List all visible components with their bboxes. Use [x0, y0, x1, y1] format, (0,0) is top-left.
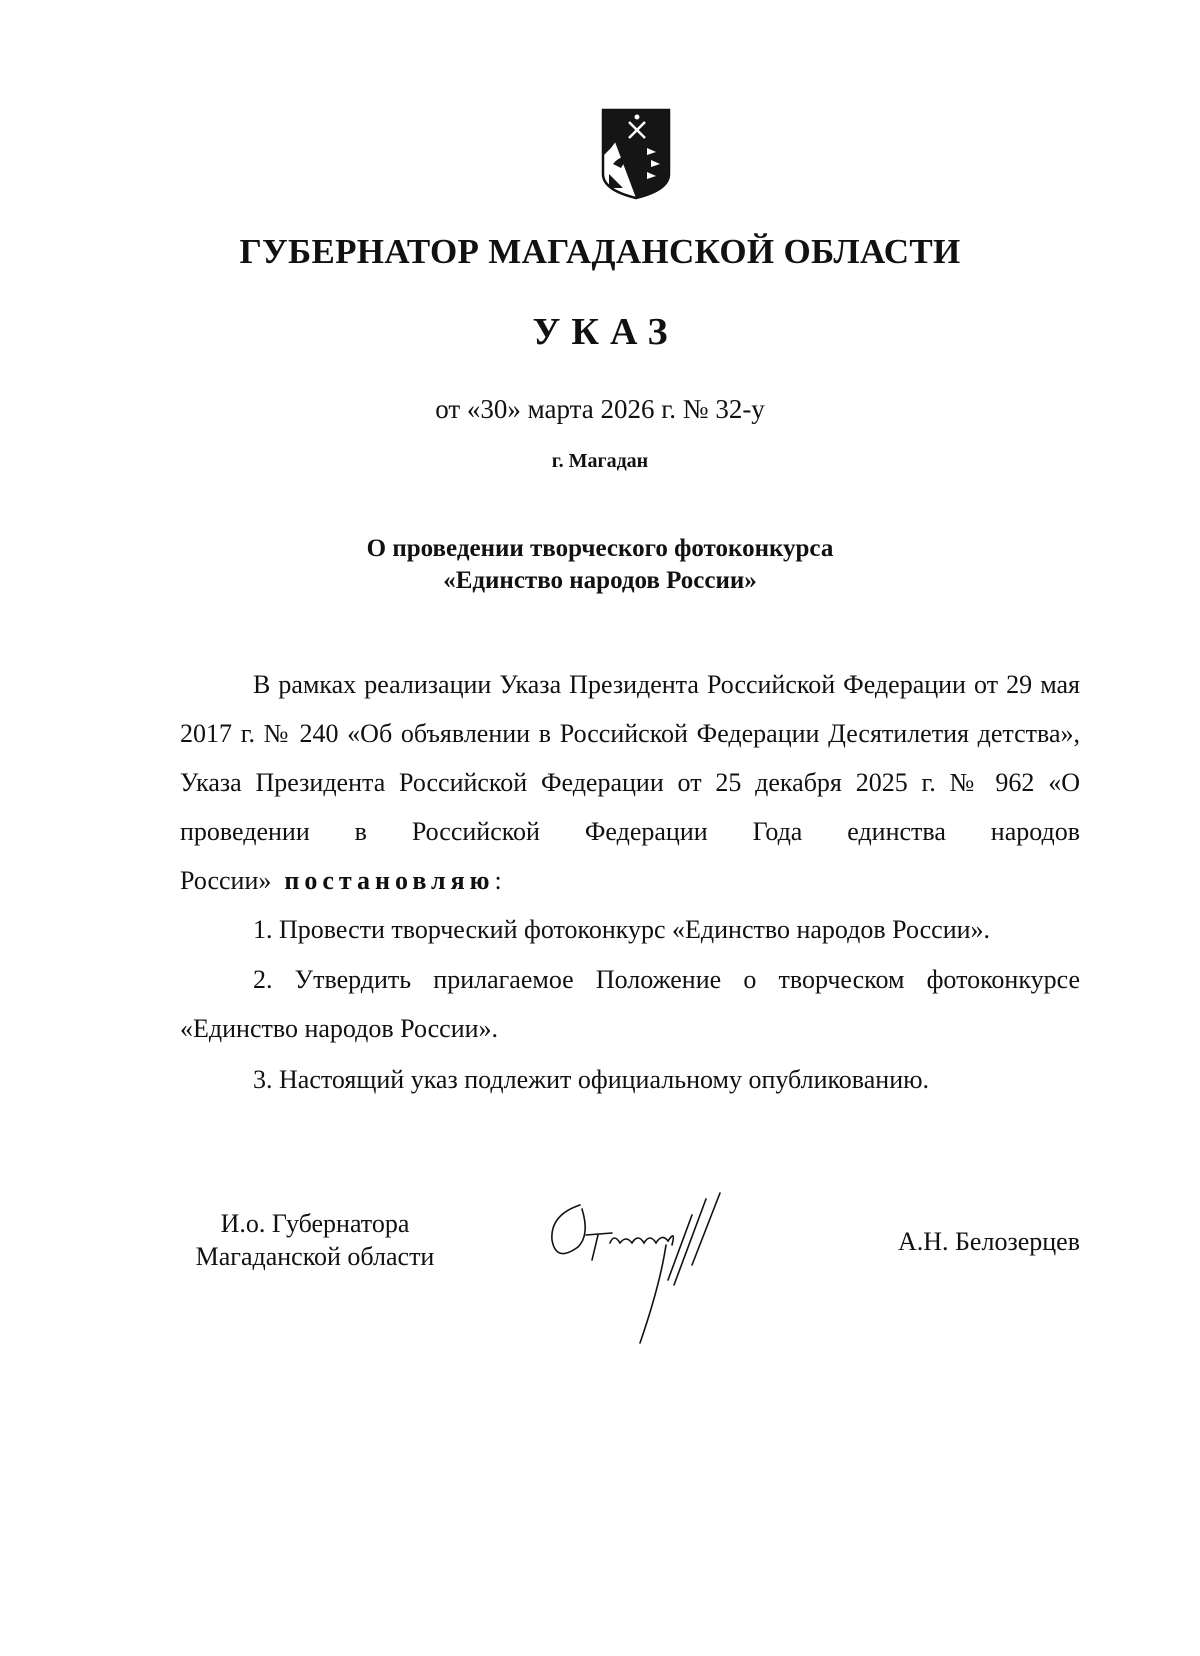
document-date-number: от «30» марта 2026 г. № 32-у: [435, 394, 765, 424]
issuing-authority: ГУБЕРНАТОР МАГАДАНСКОЙ ОБЛАСТИ: [239, 232, 961, 271]
handwritten-signature: [540, 1185, 760, 1355]
decree-item-1: 1. Провести творческий фотоконкурс «Единство народов России».: [253, 915, 991, 944]
decree-item-2: 2. Утвердить прилагаемое Положение о творческом фотоконкурсе «Единство народов России».: [180, 965, 1080, 1043]
document-subject: [0, 533, 1200, 597]
document-place: г. Магадан: [551, 450, 649, 472]
subject-line-1: О проведении творческого фотоконкурса: [366, 535, 834, 562]
signatory-position-line-1: И.о. Губернатора: [220, 1209, 410, 1238]
decree-item-3: 3. Настоящий указ подлежит официальному опубликованию.: [253, 1065, 930, 1094]
signatory-position: [180, 1207, 450, 1273]
subject-line-2: «Единство народов России»: [443, 567, 757, 594]
coat-of-arms-icon: [599, 108, 673, 200]
preamble-paragraph: [180, 660, 1080, 905]
preamble-text: В рамках реализации Указа Президента Российской Федерации от 29 мая 2017 г. № 240 «Об объявлении в Российской Федерации Десятилетия детства», Указа Президента Российской Федерации от 25 декабря 2025 г. № 962 «О проведении в Российской Федерации Года единства народов России»: [180, 670, 1080, 895]
signatory-name: А.Н. Белозерцев: [897, 1227, 1080, 1256]
decree-word: постановляю: [284, 866, 495, 895]
signatory-position-line-2: Магаданской области: [195, 1242, 435, 1271]
document-type: УКАЗ: [532, 311, 679, 353]
decree-colon: :: [494, 866, 502, 895]
